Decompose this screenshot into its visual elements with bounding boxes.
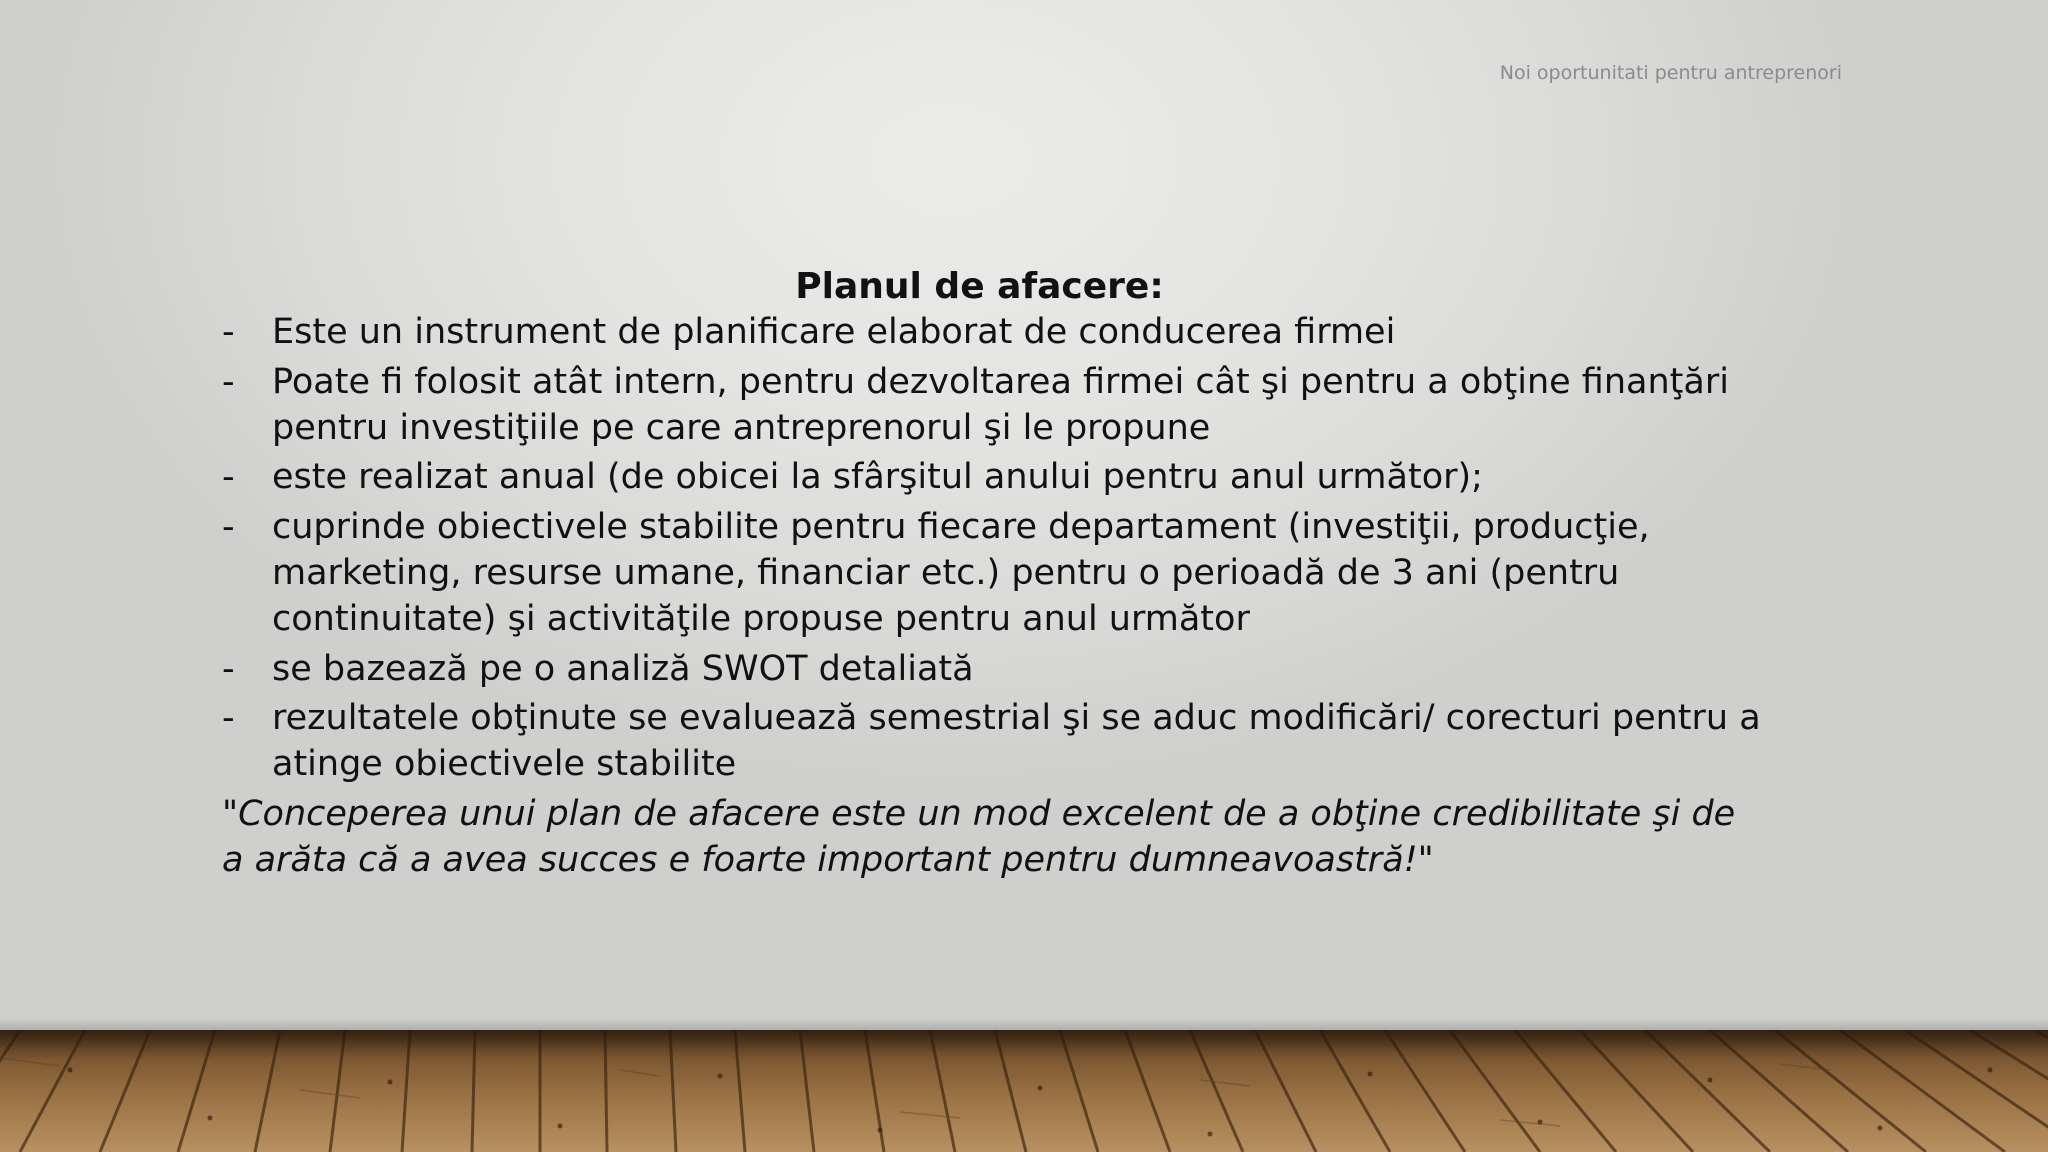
list-item [222, 647, 1762, 693]
wooden-floor-image [0, 1030, 2048, 1152]
list-item [222, 696, 1762, 788]
presentation-subtitle: Noi oportunitati pentru antreprenori [1499, 62, 1842, 84]
slide-title: Planul de afacere: [795, 266, 1164, 307]
bullet-text: cuprinde obiectivele stabilite pentru fiecare departament (investiţii, producţie, marketing, resurse umane, financiar etc.) pentru o perioadă de 3 ani (pentru continuitate) şi activităţile propuse pentru anul următor [272, 507, 1650, 639]
bullet-marker: - [222, 312, 235, 352]
list-item [222, 310, 1762, 356]
list-item [222, 455, 1762, 501]
bullet-marker: - [222, 648, 235, 689]
bullet-marker: - [222, 457, 235, 498]
bullet-text: Este un instrument de planificare elaborat de conducerea firmei [272, 312, 1396, 352]
list-item [222, 360, 1762, 452]
slide-content [222, 264, 1782, 884]
bullet-list [222, 310, 1782, 788]
list-item [222, 505, 1762, 642]
bullet-marker: - [222, 361, 235, 402]
bullet-text: se bazează pe o analiză SWOT detaliată [272, 648, 974, 689]
bullet-marker: - [222, 507, 235, 548]
bullet-text: este realizat anual (de obicei la sfârşitul anului pentru anul următor); [272, 457, 1483, 498]
bullet-text: rezultatele obţinute se evaluează semestrial şi se aduc modificări/ corecturi pentru a atinge obiectivele stabilite [272, 698, 1761, 785]
slide-quote: "Conceperea unui plan de afacere este un mod excelent de a obţine credibilitate şi de a arăta că a avea succes e foarte important pentru dumneavoastră!" [222, 793, 1736, 880]
bullet-marker: - [222, 698, 235, 739]
bullet-text: Poate fi folosit atât intern, pentru dezvoltarea firmei cât şi pentru a obţine finanţări pentru investiţiile pe care antreprenorul şi le propune [272, 361, 1729, 448]
